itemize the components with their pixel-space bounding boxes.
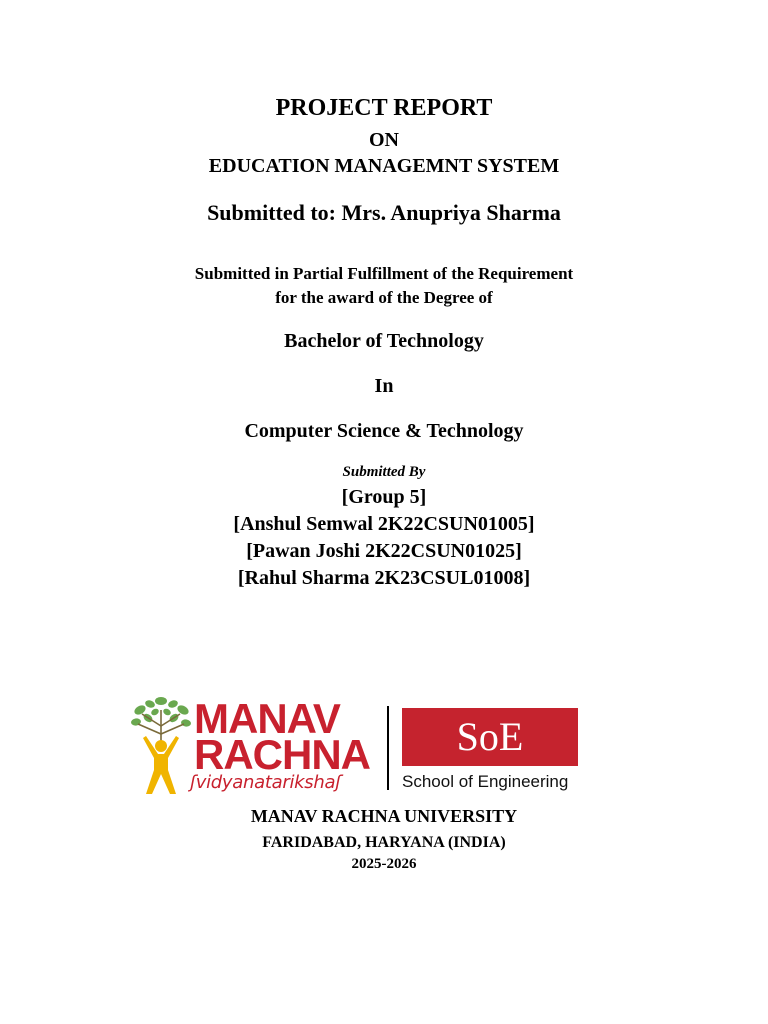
in-label: In [374,375,394,397]
project-name: EDUCATION MANAGEMNT SYSTEM [208,155,560,177]
submitted-to: Submitted to: Mrs. Anupriya Sharma [207,200,561,225]
member-1: [Anshul Semwal 2K22CSUN01005] [233,513,535,535]
university-logo [128,696,580,800]
brand-tagline: ʃvidyanatarikshaʃ [190,772,341,793]
report-title: PROJECT REPORT [275,95,493,121]
academic-session: 2025-2026 [351,856,417,872]
soe-full-name: School of Engineering [402,772,569,791]
university-location: FARIDABAD, HARYANA (INDIA) [262,834,506,851]
university-name: MANAV RACHNA UNIVERSITY [250,806,518,826]
fulfillment-line-1: Submitted in Partial Fulfillment of the Requirement [194,264,574,283]
logo-divider [387,706,389,790]
member-3: [Rahul Sharma 2K23CSUL01008] [237,567,531,589]
brand-rachna: RACHNA [194,731,370,778]
branch-name: Computer Science & Technology [244,420,524,442]
submitted-by-label: Submitted By [342,464,426,480]
soe-badge [402,708,578,766]
member-2: [Pawan Joshi 2K22CSUN01025] [246,540,522,562]
fulfillment-line-2: for the award of the Degree of [275,288,493,307]
group-name: [Group 5] [341,486,427,508]
on-label: ON [369,129,399,151]
brand-manav: MANAV [194,695,340,742]
tree-figure-icon [128,696,194,800]
degree-name: Bachelor of Technology [284,330,484,352]
soe-abbrev: SoE [456,714,524,759]
